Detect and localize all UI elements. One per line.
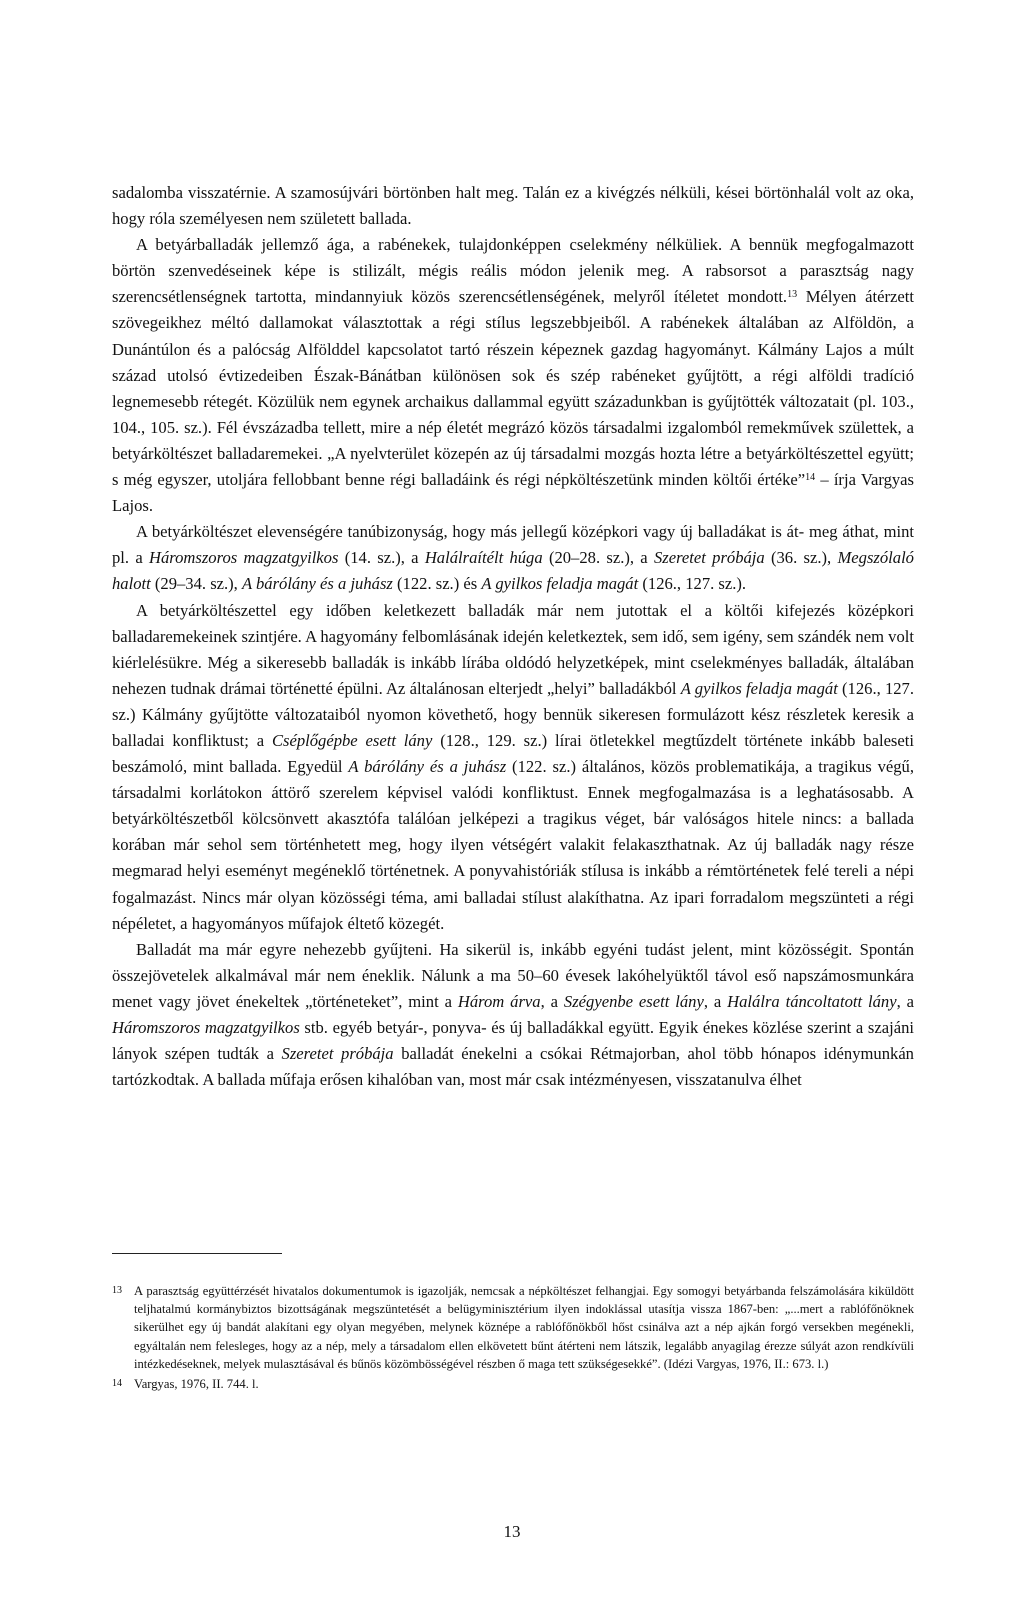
footnote-number: 14 xyxy=(112,1378,122,1390)
ballad-title: Szeretet próbája xyxy=(281,1044,394,1064)
footnote-14 xyxy=(112,1375,914,1393)
paragraph-3-part-a: A betyárköltészet elevenségére tanúbizonyság, hogy más jellegű középkori vagy új balladákat is át- meg áthat, mint pl. a xyxy=(112,522,914,568)
paragraph-2-part-a: A betyárballadák jellemző ága, a rabénekek, tulajdonképpen cselekmény nélküliek. A bennük megfogalmazott börtön szenvedéseinek képe is stilizált, mégis reális módon jelenik meg. A rabsorsot a parasztság nagy szerencsétlenségnek tartotta, mindannyiuk közös szerencsétlenségének, melyről ítéletet mondott. xyxy=(112,235,914,307)
footnotes xyxy=(112,1282,914,1395)
paragraph-4-part-d: (122. sz.) általános, közös problematikája, a tragikus végű, társadalmi korlátokon áttörő szerelem képvisel valódi konfliktust. Ennek megfogalmazása is a leghatásosabb. A betyárköltészetből kölcsönvett akasztófa találóan jelképezi a tragikus véget, bár valóságos hitele nincs: a ballada korában már sehol sem történhetett meg, hogy ilyen vétségért valakit felakaszthatnak. Az új balladák nagy része megmarad helyi eseményt megéneklő történetnek. A ponyvahistóriák stílusa is inkább a rémtörténetek felé tereli a népi fogalmazást. Nincs már olyan közösségi téma, ami balladai stílust alakíthatna. Az ipari forradalom megszünteti a régi népéletet, a hagyományos műfajok éltető közegét. xyxy=(112,757,914,933)
ballad-title: Szégyenbe esett lány xyxy=(563,991,704,1011)
paragraph-3-part-d: (36. sz.), xyxy=(764,548,838,568)
page-number: 13 xyxy=(503,1522,521,1541)
paragraph-3-part-g: (126., 127. sz.). xyxy=(638,574,747,594)
footnote-text: A parasztság együttérzését hivatalos dokumentumok is igazolják, nemcsak a népköltészet felhangjai. Egy somogyi betyárbanda felszámolására kiküldött teljhatalmú kormánybiztos bizottságának megszüntetését a belügyminisztérium ilyen indoklással utasítja vissza 1867-ben: „...mert a rablófőnöknek sikerülhet egy új bandát alakítani egy olyan megyében, melynek köznépe a rablófőnökből hőst csinálva azt a nép ajkán forgó versekben megénekli, egyáltalán nem felesleges, hogy az a nép, mely a társadalom ellen elkövetett bűnt átérteni nem látszik, legalább anyagilag érezze súlyát azon rendkívüli intézkedéseknek, melyek mulasztásával és bűnös közömbösségével részben ő maga tett szükségesekké”. (Idézi Vargyas, 1976, II.: 673. l.) xyxy=(134,1284,914,1371)
footnote-ref-13[interactable]: 13 xyxy=(787,289,798,301)
ballad-title: A gyilkos feladja magát xyxy=(680,678,838,698)
footnote-text: Vargyas, 1976, II. 744. l. xyxy=(134,1377,259,1392)
paragraph-5-part-f: balladát énekelni a csókai Rétmajorban, ahol több hónapos idénymunkán tartózkodtak. A ballada műfaja erősen kihalóban van, most már csak intézményesen, visszatanulva élhet xyxy=(112,1044,914,1090)
paragraph-5 xyxy=(112,937,914,1094)
ballad-title: Megszólaló halott xyxy=(112,548,914,594)
paragraph-1 xyxy=(112,180,914,232)
paragraph-4-part-a: A betyárköltészettel egy időben keletkezett balladák már nem jutottak el a költői kifejezés középkori balladaremekeinek szintjére. A hagyomány felbomlásának idején keletkeztek, sem idő, sem igény, sem szándék nem volt kiérlelésükre. Még a sikeresebb balladák is inkább lírába oldódó helyzetképek, mint cselekményes balladák, általában nehezen tudnak drámai történetté épülni. Az általánosan elterjedt „helyi” balladákból xyxy=(112,600,914,698)
paragraph-4 xyxy=(112,598,914,937)
paragraph-2-part-b: Mélyen átérzett szövegeikhez méltó dallamokat választottak a régi stílus legszebbjeiből. A rabénekek általában az Alföldön, a Dunántúlon és a palócság Alfölddel kapcsolatot tartó részein képeznek gazdag hagyományt. Kálmány Lajos a múlt század utolsó évtizedeiben Észak-Bánátban különösen sok és szép rabéneket gyűjtött, a régi alföldi tradíció legnemesebb rétegét. Közülük nem egynek archaikus dallammal együtt századunkban is gyűjtötték változatait (pl. 103., 104., 105. sz.). Fél évszázadba tellett, mire a nép életét megrázó közös társadalmi izgalomból remekművek születtek, a betyárköltészet balladaremekei. „A nyelvterület közepén az új társadalmi mozgás hozta létre a betyárköltészettel együtt; s még egyszer, utoljára fellobbant benne régi balladáink és régi népköltészetünk minden költői értéke” xyxy=(112,287,914,490)
paragraph-5-part-e: stb. egyéb betyár-, ponyva- és új balladákkal együtt. Egyik énekes közlése szerint a szajáni lányok szépen tudták a xyxy=(112,1018,914,1064)
paragraph-3-part-f: (122. sz.) és xyxy=(392,574,482,594)
ballad-title: Három árva xyxy=(457,991,541,1011)
paragraph-4-part-c: (128., 129. sz.) lírai ötletekkel megtűzdelt története inkább baleseti beszámoló, mint ballada. Egyedül xyxy=(112,730,914,777)
ballad-title: Háromszoros magzatgyilkos xyxy=(148,548,339,568)
footnote-ref-14[interactable]: 14 xyxy=(805,472,816,484)
paragraph-3-part-c: (20–28. sz.), a xyxy=(542,548,654,568)
ballad-title: Cséplőgépbe esett lány xyxy=(271,730,433,750)
paragraph-5-part-b: , a xyxy=(540,991,564,1011)
ballad-title: A bárólány és a juhász xyxy=(348,757,507,777)
ballad-title: A gyilkos feladja magát xyxy=(481,574,639,594)
paragraph-3 xyxy=(112,519,914,597)
footnote-13 xyxy=(112,1282,914,1373)
paragraph-3-part-e: (29–34. sz.), xyxy=(150,574,242,594)
ballad-title: A bárólány és a juhász xyxy=(241,574,393,594)
paragraph-2-part-c: – írja Vargyas Lajos. xyxy=(112,470,914,516)
paragraph-2 xyxy=(112,232,914,519)
main-text xyxy=(112,180,914,1093)
ballad-title: Halálra táncoltatott lány xyxy=(727,991,897,1011)
paragraph-5-part-a: Balladát ma már egyre nehezebb gyűjteni. Ha sikerül is, inkább egyéni tudást jelent, mint közösségit. Spontán összejövetelek alkalmával már nem éneklik. Nálunk a ma 50–60 évesek lakóhelyüktől távol eső napszámosmunkára menet vagy jövet énekeltek „történeteket”, mint a xyxy=(112,939,914,1011)
paragraph-5-part-d: , a xyxy=(896,991,915,1011)
footnote-number: 13 xyxy=(112,1285,122,1296)
footnote-separator xyxy=(112,1253,282,1254)
ballad-title: Halálraítélt húga xyxy=(424,548,543,568)
paragraph-5-part-c: , a xyxy=(703,991,728,1011)
ballad-title: Szeretet próbája xyxy=(653,548,765,568)
paragraph-4-part-b: (126., 127. sz.) Kálmány gyűjtötte változataiból nyomon követhető, hogy bennük sikeresen formulázott kész részletek keresik a balladai konfliktust; a xyxy=(112,678,914,750)
paragraph-3-part-b: (14. sz.), a xyxy=(338,548,425,568)
paragraph-1-text: sadalomba visszatérnie. A szamosújvári börtönben halt meg. Talán ez a kivégzés nélküli, kései börtönhalál volt az oka, hogy róla személyesen nem született ballada. xyxy=(112,183,914,229)
ballad-title: Háromszoros magzatgyilkos xyxy=(112,1018,300,1037)
